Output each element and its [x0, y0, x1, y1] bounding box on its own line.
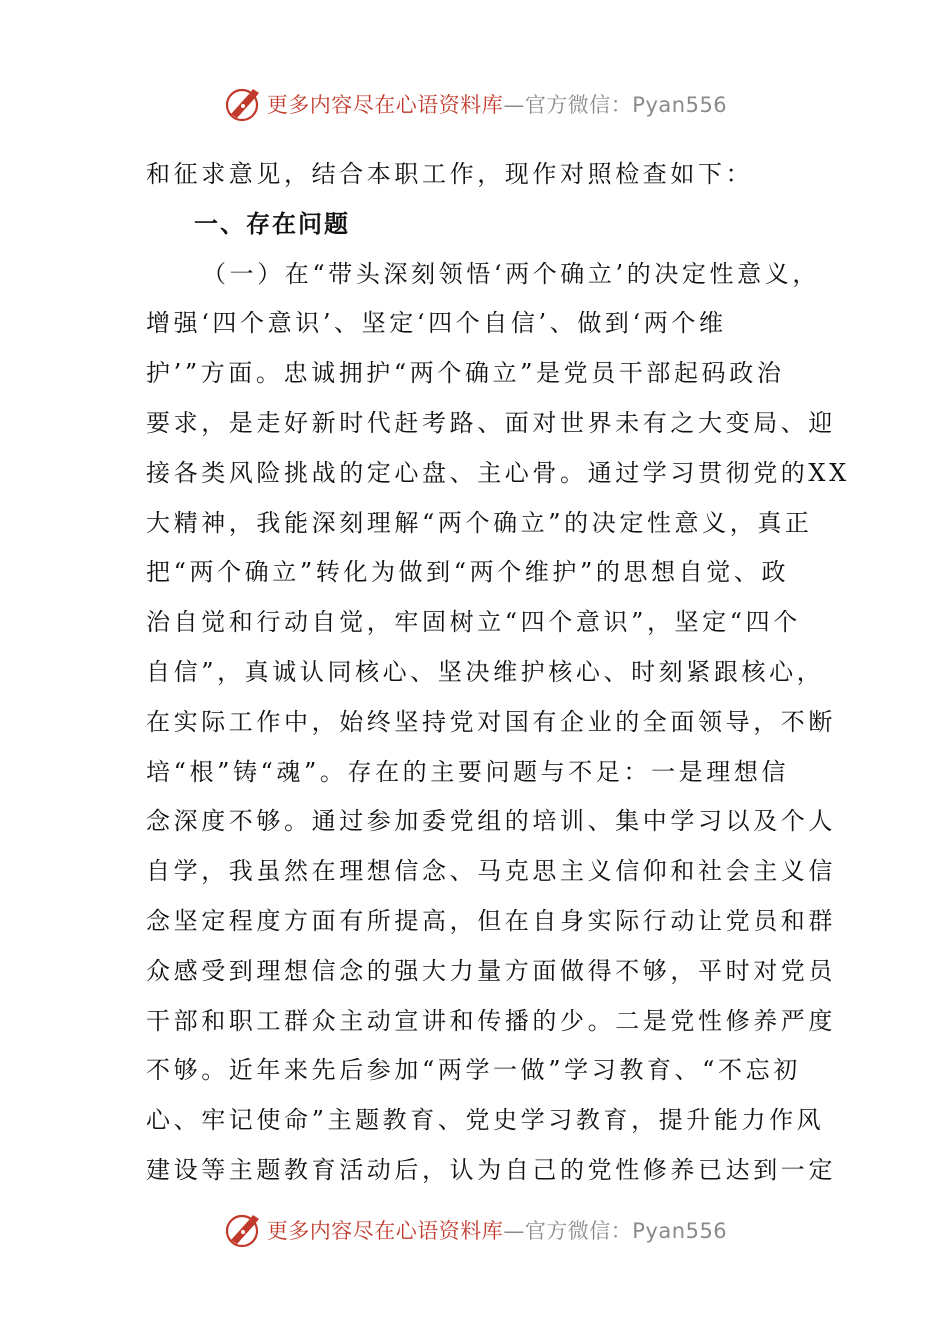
watermark-red-text: 更多内容尽在心语资料库: [266, 1219, 504, 1243]
body-line: 把“两个确立”转化为做到“两个维护”的思想自觉、政: [146, 558, 790, 587]
body-line: 建设等主题教育活动后，认为自己的党性修养已达到一定: [146, 1155, 836, 1184]
body-line: 自信”，真诚认同核心、坚决维护核心、时刻紧跟核心，: [146, 657, 825, 686]
body-line: 治自觉和行动自觉，牢固树立“四个意识”，坚定“四个: [146, 608, 801, 637]
body-line: 增强‘四个意识’、坚定‘四个自信’、做到‘两个维: [146, 309, 727, 338]
body-line: 要求，是走好新时代赶考路、面对世界未有之大变局、迎: [146, 408, 836, 437]
body-line: 众感受到理想信念的强大力量方面做得不够，平时对党员: [146, 956, 836, 985]
body-line: 培“根”铸“魂”。存在的主要问题与不足：一是理想信: [146, 757, 790, 786]
body-line: 在实际工作中，始终坚持党对国有企业的全面领导，不断: [146, 707, 836, 736]
body-line: 自学，我虽然在理想信念、马克思主义信仰和社会主义信: [146, 857, 836, 886]
watermark-footer: [0, 1210, 950, 1250]
watermark-grey-text: —官方微信：Pyan556: [503, 1219, 728, 1243]
body-line: 护’”方面。忠诚拥护“两个确立”是党员干部起码政治: [146, 359, 785, 388]
watermark-header: [0, 84, 950, 124]
body-line: （一）在“带头深刻领悟‘两个确立’的决定性意义，: [202, 259, 820, 288]
body-line: 大精神，我能深刻理解“两个确立”的决定性意义，真正: [146, 508, 813, 537]
watermark-red-text: 更多内容尽在心语资料库: [266, 93, 504, 117]
section-heading: 一、存在问题: [194, 209, 350, 238]
body-line: 念深度不够。通过参加委党组的培训、集中学习以及个人: [146, 807, 836, 836]
body-line: 干部和职工群众主动宣讲和传播的少。二是党性修养严度: [146, 1006, 836, 1035]
body-line: 念坚定程度方面有所提高，但在自身实际行动让党员和群: [146, 906, 836, 935]
body-line: 和征求意见，结合本职工作，现作对照检查如下：: [146, 160, 754, 188]
pen-nib-seal-icon: [223, 1210, 263, 1250]
watermark-text: [267, 1215, 727, 1245]
body-line: 不够。近年来先后参加“两学一做”学习教育、“不忘初: [146, 1056, 801, 1085]
body-line: 接各类风险挑战的定心盘、主心骨。通过学习贯彻党的XX: [146, 458, 850, 487]
pen-nib-seal-icon: [223, 84, 263, 124]
watermark-grey-text: —官方微信：Pyan556: [503, 93, 728, 117]
body-line: 心、牢记使命”主题教育、党史学习教育，提升能力作风: [146, 1106, 825, 1135]
watermark-text: [267, 89, 727, 119]
document-body: [146, 150, 850, 1196]
